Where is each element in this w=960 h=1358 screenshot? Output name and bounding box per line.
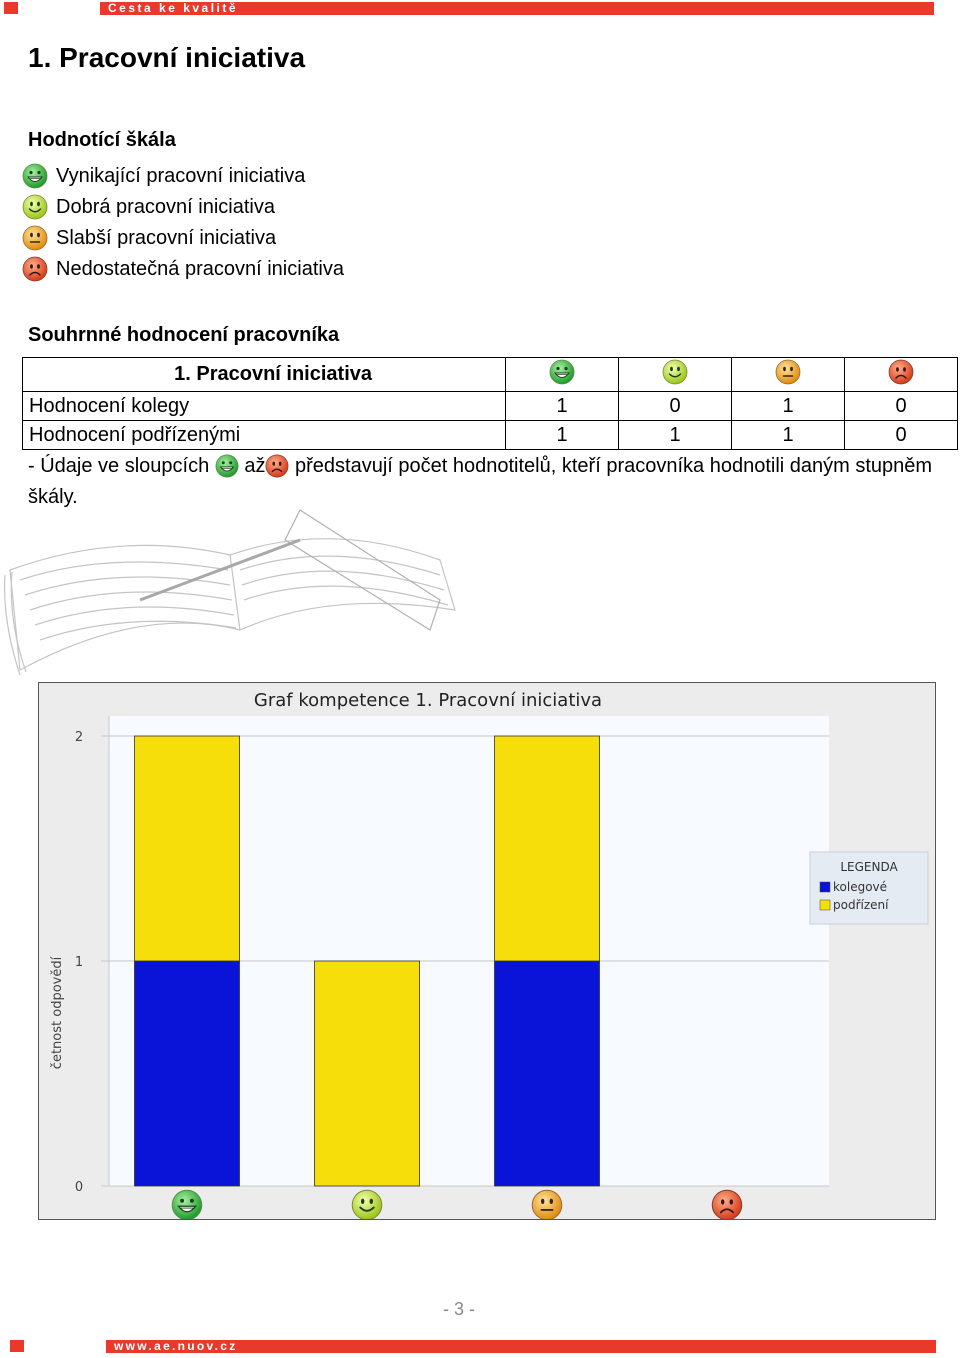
bar-kolegové-3 xyxy=(495,961,600,1186)
cell-value: 1 xyxy=(506,392,619,421)
chart-legend xyxy=(810,852,928,924)
summary-heading: Souhrnné hodnocení pracovníka xyxy=(28,324,340,346)
grin-green-icon xyxy=(172,1190,202,1219)
cell-value: 1 xyxy=(732,392,845,421)
y-tick-label: 2 xyxy=(74,730,84,745)
grin-green-icon xyxy=(215,454,239,478)
smile-yellow-icon xyxy=(352,1190,382,1219)
cell-value: 1 xyxy=(506,421,619,450)
legend-label-kolegove: kolegové xyxy=(833,880,888,894)
page-title: 1. Pracovní iniciativa xyxy=(28,42,306,73)
cell-value: 0 xyxy=(845,392,958,421)
neutral-orange-icon xyxy=(22,225,48,251)
notebook-sketch-illustration xyxy=(0,500,460,690)
scale-item-label: Nedostatečná pracovní iniciativa xyxy=(56,257,344,280)
sad-red-icon xyxy=(712,1190,742,1219)
competence-chart xyxy=(39,683,935,1219)
cell-value: 0 xyxy=(845,421,958,450)
scale-item-weaker xyxy=(22,224,276,252)
header-tagline: Cesta ke kvalitě xyxy=(108,1,239,15)
note-end: představují počet hodnotitelů, kteří pracovníka hodnotili daným stupněm škály. xyxy=(28,455,933,508)
page-number: - 3 - xyxy=(442,1299,475,1319)
sad-red-icon xyxy=(265,454,289,478)
scale-item-label: Dobrá pracovní iniciativa xyxy=(56,195,275,218)
smile-yellow-icon xyxy=(22,194,48,220)
legend-label-podrizeni: podřízení xyxy=(833,898,889,912)
footer-square xyxy=(10,1340,24,1352)
summary-table xyxy=(22,357,958,450)
scale-item-label: Slabší pracovní iniciativa xyxy=(56,226,277,249)
y-tick-label: 1 xyxy=(74,955,84,970)
y-axis-label: četnost odpovědí xyxy=(50,956,65,1070)
sad-red-icon xyxy=(888,359,914,385)
grin-green-icon xyxy=(549,359,575,385)
legend-title: LEGENDA xyxy=(840,860,898,874)
grin-green-icon xyxy=(22,163,48,189)
scale-item-excellent xyxy=(22,162,305,190)
table-header-row xyxy=(23,358,958,392)
note-mid: až xyxy=(244,455,266,477)
table-row xyxy=(23,392,958,421)
row-label: Hodnocení podřízenými xyxy=(23,421,506,450)
scale-heading: Hodnotící škála xyxy=(28,129,176,151)
scale-item-insufficient xyxy=(22,255,344,283)
bar-podřízení-3 xyxy=(495,736,600,961)
scale-item-good xyxy=(22,193,275,221)
legend-swatch-podrizeni xyxy=(820,900,830,910)
y-tick-label: 0 xyxy=(74,1180,84,1195)
scale-item-label: Vynikající pracovní iniciativa xyxy=(56,164,306,187)
cell-value: 1 xyxy=(619,421,732,450)
cell-value: 0 xyxy=(619,392,732,421)
smile-yellow-icon xyxy=(662,359,688,385)
note-start: - Údaje ve sloupcích xyxy=(28,455,210,477)
neutral-orange-icon xyxy=(775,359,801,385)
cell-value: 1 xyxy=(732,421,845,450)
chart-title: Graf kompetence 1. Pracovní iniciativa xyxy=(253,690,603,711)
header-square xyxy=(4,2,18,14)
neutral-orange-icon xyxy=(532,1190,562,1219)
bar-kolegové-1 xyxy=(135,961,240,1186)
table-title: 1. Pracovní iniciativa xyxy=(23,358,506,392)
bar-podřízení-2 xyxy=(315,961,420,1186)
bar-podřízení-1 xyxy=(135,736,240,961)
sad-red-icon xyxy=(22,256,48,282)
footer-url: www.ae.nuov.cz xyxy=(114,1339,238,1353)
row-label: Hodnocení kolegy xyxy=(23,392,506,421)
table-row xyxy=(23,421,958,450)
legend-swatch-kolegove xyxy=(820,882,830,892)
